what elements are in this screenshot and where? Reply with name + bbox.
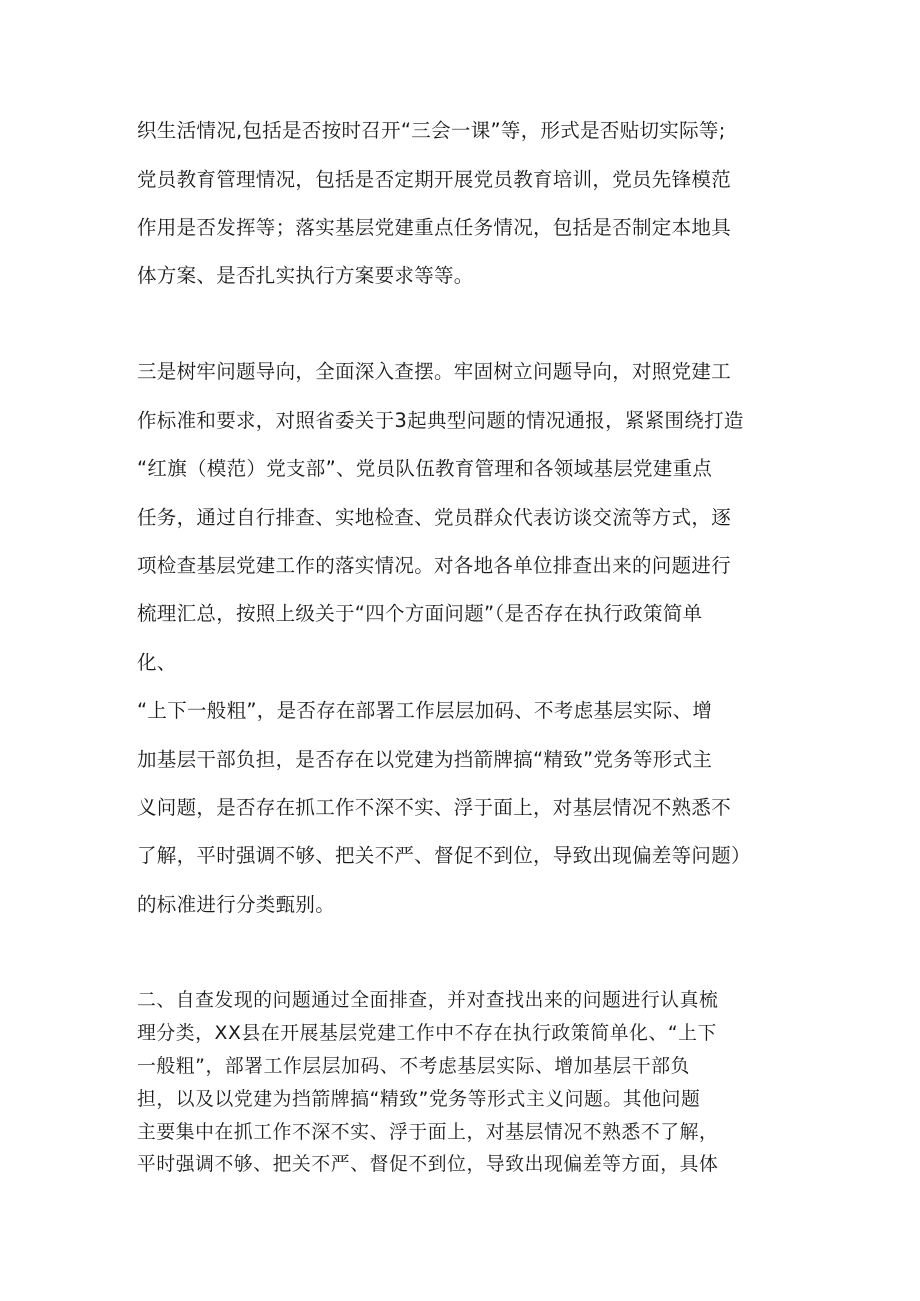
text-line: 项检查基层党建工作的落实情况。对各地各单位排查出来的问题进行 (137, 554, 732, 577)
text-line: 党员教育管理情况，包括是否定期开展党员教育培训，党员先锋模范 (137, 168, 732, 191)
text-line: 主要集中在抓工作不深不实、浮于面上，对基层情况不熟悉不了解， (137, 1122, 719, 1143)
text-line: 义问题，是否存在抓工作不深不实、浮于面上，对基层情况不熟悉不 (137, 796, 732, 819)
text-line: 化、 (137, 651, 177, 674)
text-line: 加基层干部负担，是否存在以党建为挡箭牌搞“精致”党务等形式主 (137, 748, 713, 771)
text-line: “红旗（模范）党支部”、党员队伍教育管理和各领域基层党建重点 (137, 457, 713, 480)
text-line: 作标准和要求，对照省委关于3起典型问题的情况通报，紧紧围绕打造 (137, 409, 744, 432)
text-line: 织生活情况,包括是否按时召开“三会一课”等，形式是否贴切实际等; (137, 119, 726, 142)
text-line: 了解，平时强调不够、把关不严、督促不到位，导致出现偏差等问题） (137, 844, 751, 867)
text-line: 一般粗”，部署工作层层加码、不考虑基层实际、增加基层干部负 (137, 1056, 691, 1077)
text-line: 理分类，XX县在开展基层党建工作中不存在执行政策简单化、“上下 (137, 1023, 717, 1044)
text-line: 二、自查发现的问题通过全面排查，并对查找出来的问题进行认真梳 (137, 990, 719, 1011)
text-line: 作用是否发挥等；落实基层党建重点任务情况，包括是否制定本地具 (137, 216, 732, 239)
text-line: 的标准进行分类甄别。 (137, 893, 336, 916)
text-line: 担，以及以党建为挡箭牌搞“精致”党务等形式主义问题。其他问题 (137, 1089, 701, 1110)
text-line: “上下一般粗”，是否存在部署工作层层加码、不考虑基层实际、增 (137, 699, 713, 722)
text-line: 梳理汇总，按照上级关于“四个方面问题”（是否存在执行政策简单 (137, 602, 703, 625)
text-line: 体方案、是否扎实执行方案要求等等。 (137, 264, 474, 287)
text-line: 平时强调不够、把关不严、督促不到位，导致出现偏差等方面，具体 (137, 1154, 719, 1175)
text-line: 三是树牢问题导向，全面深入查摆。牢固树立问题导向，对照党建工 (137, 360, 732, 383)
text-line: 任务，通过自行排查、实地检查、党员群众代表访谈交流等方式，逐 (137, 506, 732, 529)
